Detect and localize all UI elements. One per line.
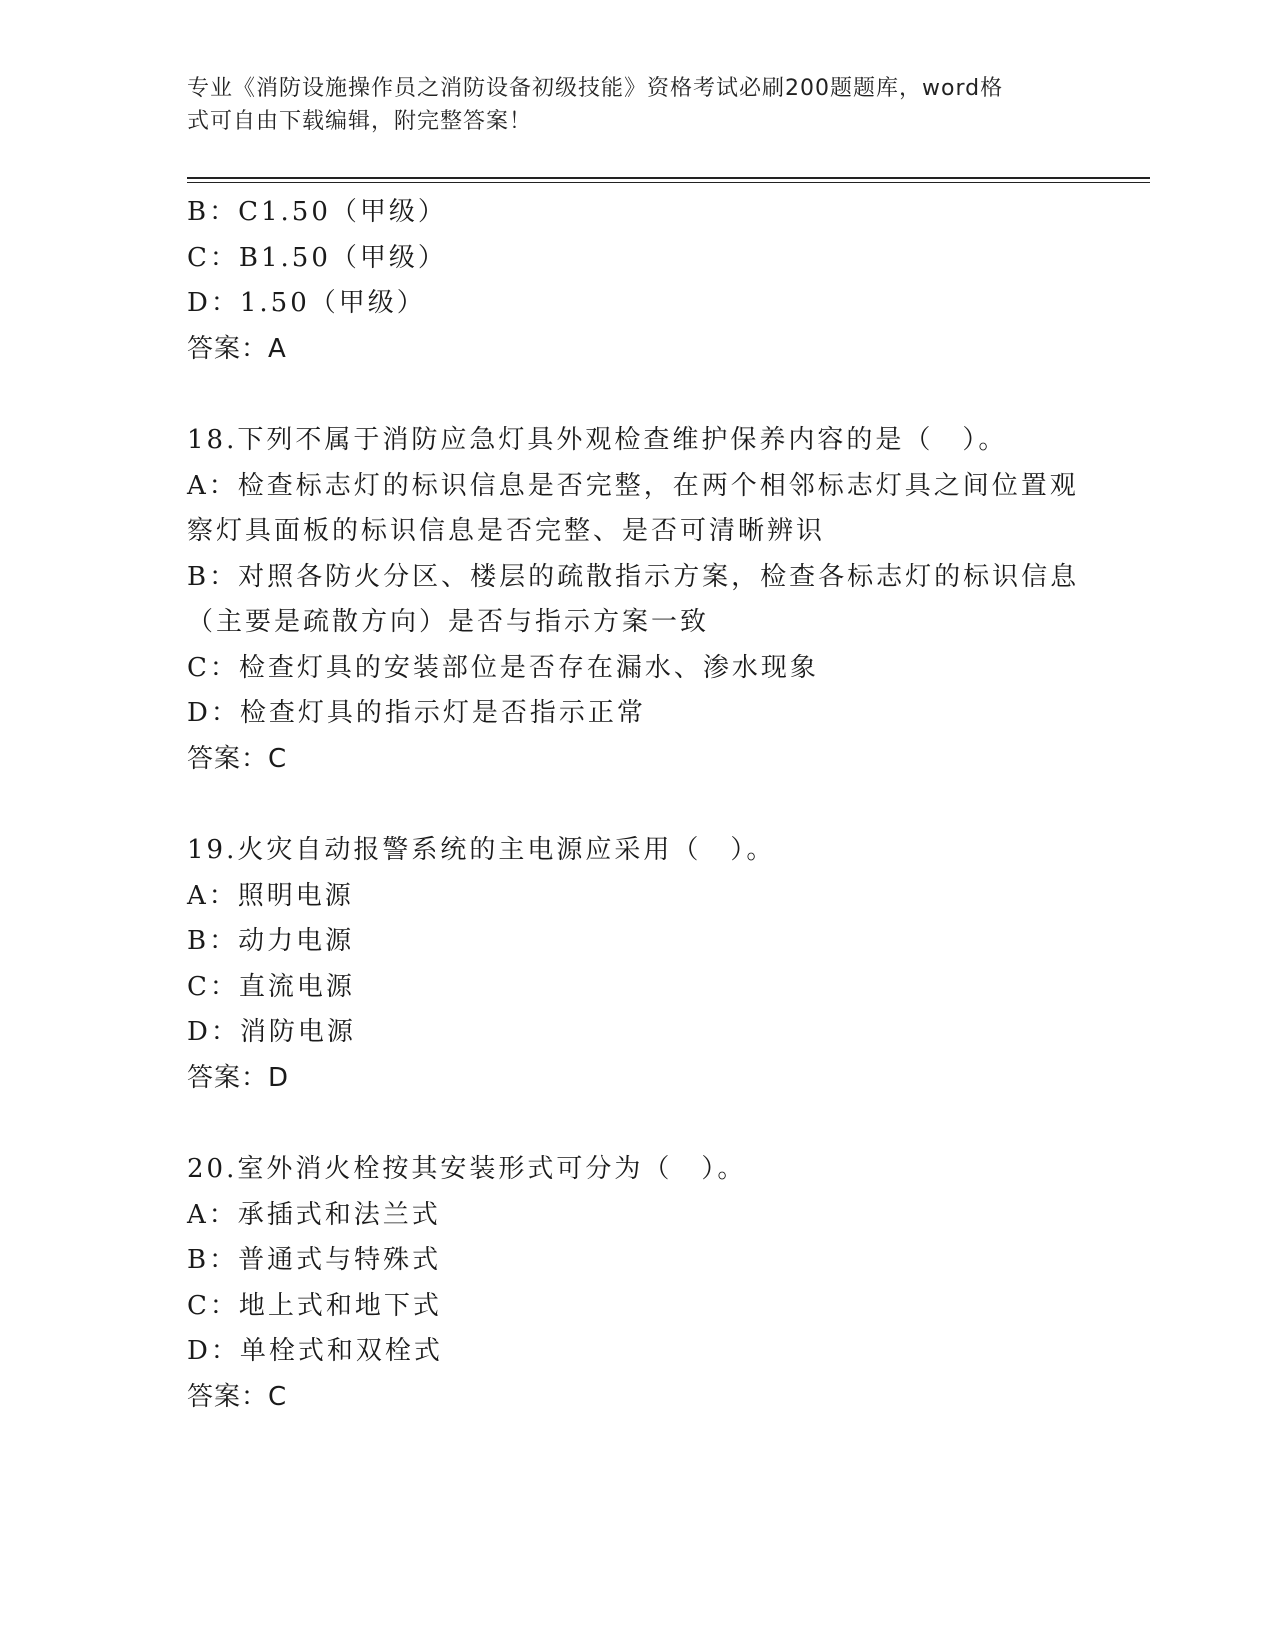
header-line-2: 式可自由下载编辑，附完整答案！ [187, 109, 533, 134]
header-divider-thick [187, 177, 1150, 179]
question-19 [187, 828, 1087, 1101]
q18-option-a-line-1: A：检查标志灯的标识信息是否完整，在两个相邻标志灯具之间位置观 [187, 470, 1079, 501]
q19-option-b: B：动力电源 [187, 926, 355, 956]
q20-stem: 20.室外消火栓按其安装形式可分为（ ）。 [187, 1154, 747, 1184]
q19-stem: 19.火灾自动报警系统的主电源应采用（ ）。 [187, 835, 776, 865]
q18-answer: 答案：C [187, 743, 288, 774]
q17-option-b: B：C1.50（甲级） [187, 197, 447, 227]
q18-stem: 18.下列不属于消防应急灯具外观检查维护保养内容的是（ ）。 [187, 425, 1008, 455]
q18-option-c: C：检查灯具的安装部位是否存在漏水、渗水现象 [187, 652, 819, 683]
q20-option-b: B：普通式与特殊式 [187, 1245, 442, 1275]
q20-option-d: D：单栓式和双栓式 [187, 1336, 443, 1366]
q17-answer: 答案：A [187, 333, 287, 364]
q18-option-b-line-1: B：对照各防火分区、楼层的疏散指示方案，检查各标志灯的标识信息 [187, 561, 1080, 592]
q20-option-a: A：承插式和法兰式 [187, 1199, 441, 1230]
q19-option-a: A：照明电源 [187, 880, 354, 911]
q20-answer: 答案：C [187, 1381, 288, 1412]
question-spacer [187, 782, 1087, 828]
question-spacer [187, 1101, 1087, 1147]
header-line-1: 专业《消防设施操作员之消防设备初级技能》资格考试必刷200题题库，word格 [187, 76, 1004, 101]
question-spacer [187, 372, 1087, 418]
q19-answer: 答案：D [187, 1062, 290, 1093]
question-content [187, 190, 1087, 1420]
q19-option-d: D：消防电源 [187, 1017, 356, 1047]
question-18 [187, 418, 1087, 782]
page-header [187, 72, 1067, 138]
q18-option-b-line-2: （主要是疏散方向）是否与指示方案一致 [187, 607, 710, 637]
header-divider-thin [187, 182, 1150, 183]
q17-option-c: C：B1.50（甲级） [187, 242, 447, 273]
q20-option-c: C：地上式和地下式 [187, 1290, 442, 1321]
q18-option-d: D：检查灯具的指示灯是否指示正常 [187, 698, 646, 728]
q17-option-d: D：1.50（甲级） [187, 288, 426, 318]
q18-option-a-line-2: 察灯具面板的标识信息是否完整、是否可清晰辨识 [187, 516, 826, 546]
question-17 [187, 190, 1087, 372]
question-20 [187, 1147, 1087, 1420]
q19-option-c: C：直流电源 [187, 971, 355, 1002]
